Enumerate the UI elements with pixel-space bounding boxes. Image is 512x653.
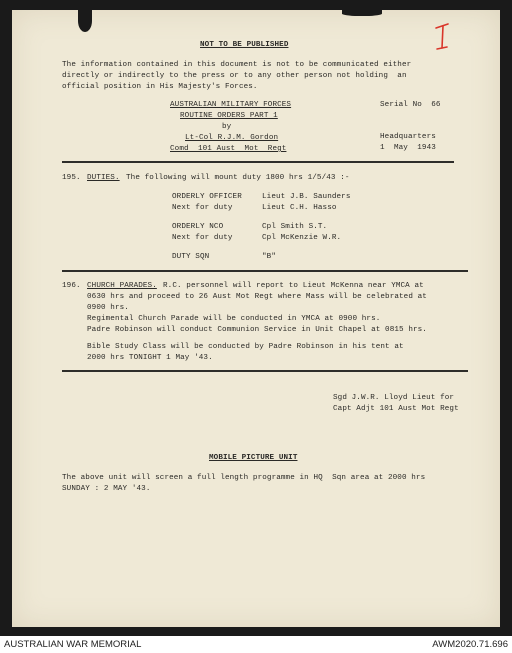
page-mark-icon (432, 22, 454, 56)
item-text: Bible Study Class will be conducted by Padre Robinson in his tent at (87, 343, 404, 351)
duty-name: Lieut J.B. Saunders (262, 193, 351, 201)
notice-line: The information contained in this document is not to be communicated either (62, 61, 412, 69)
divider (62, 161, 454, 163)
signature-line: Capt Adjt 101 Aust Mot Regt (333, 405, 459, 413)
paper-tear (78, 10, 92, 32)
footer-accession: AWM2020.71.696 (432, 639, 508, 650)
paper-tear (342, 10, 382, 16)
title-line: Lt-Col R.J.M. Gordon (185, 134, 279, 142)
section-heading: MOBILE PICTURE UNIT (209, 454, 298, 462)
title-line: Comd 101 Aust Mot Regt (170, 145, 287, 153)
headquarters: Headquarters (380, 133, 436, 141)
item-text: Regimental Church Parade will be conducted in YMCA at 0900 hrs. (87, 315, 381, 323)
item-number: 196. (62, 282, 81, 290)
item-text: R.C. personnel will report to Lieut McKenna near YMCA at (163, 282, 424, 290)
duty-role: ORDERLY NCO (172, 223, 224, 231)
title-line: ROUTINE ORDERS PART 1 (180, 112, 278, 120)
duty-role: Next for duty (172, 204, 233, 212)
item-number: 195. (62, 174, 81, 182)
item-text: 0900 hrs. (87, 304, 129, 312)
divider (62, 370, 468, 372)
section-text: SUNDAY : 2 MAY '43. (62, 485, 151, 493)
notice-line: directly or indirectly to the press or to any other person not holding an (62, 72, 407, 80)
item-heading: CHURCH PARADES. (87, 282, 157, 290)
signature-line: Sgd J.W.R. Lloyd Lieut for (333, 394, 455, 402)
duty-role: Next for duty (172, 234, 233, 242)
section-text: The above unit will screen a full length programme in HQ Sqn area at 2000 hrs (62, 474, 426, 482)
item-text: 0630 hrs and proceed to 26 Aust Mot Regt where Mass will be celebrated at (87, 293, 427, 301)
duty-role: ORDERLY OFFICER (172, 193, 242, 201)
item-text: Padre Robinson will conduct Communion Service in Unit Chapel at 0815 hrs. (87, 326, 427, 334)
duty-name: "B" (262, 253, 276, 261)
duty-name: Cpl McKenzie W.R. (262, 234, 342, 242)
item-heading: DUTIES. (87, 174, 120, 182)
duty-name: Lieut C.H. Hasso (262, 204, 337, 212)
footer-bar (0, 636, 512, 653)
notice-line: official position in His Majesty's Forces. (62, 83, 258, 91)
item-text: 2000 hrs TONIGHT 1 May '43. (87, 354, 213, 362)
duty-role: DUTY SQN (172, 253, 210, 261)
serial-number: Serial No 66 (380, 101, 441, 109)
doc-heading: NOT TO BE PUBLISHED (200, 41, 289, 49)
item-text: The following will mount duty 1800 hrs 1/5/43 :- (126, 174, 350, 182)
duty-name: Cpl Smith S.T. (262, 223, 328, 231)
title-line: AUSTRALIAN MILITARY FORCES (170, 101, 292, 109)
title-line: by (222, 123, 232, 131)
divider (62, 270, 468, 272)
doc-date: 1 May 1943 (380, 144, 436, 152)
footer-credit: AUSTRALIAN WAR MEMORIAL (4, 639, 142, 650)
